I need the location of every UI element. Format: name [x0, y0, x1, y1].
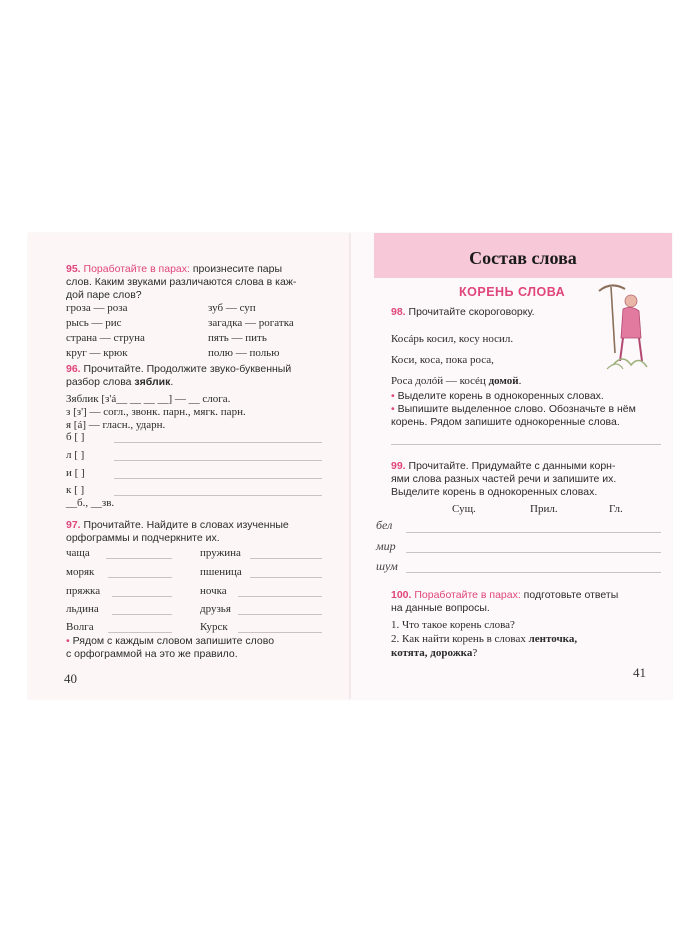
word-item: ночка	[200, 585, 227, 597]
exercise-100-questions	[391, 618, 666, 660]
exercise-97-intro	[66, 519, 336, 545]
analysis-row: б [ ]	[66, 431, 85, 443]
section-title: Состав слова	[469, 248, 577, 268]
answer-line	[238, 632, 322, 633]
word-item: льдина	[66, 603, 99, 615]
task-line	[391, 390, 666, 403]
verse-line	[391, 371, 521, 392]
exercise-99-text: Прочитайте. Придумайте с данными корн-	[408, 460, 616, 472]
analysis-line: я [á] — гласн., ударн.	[66, 419, 166, 431]
answer-line	[238, 614, 322, 615]
exercise-99-text: ями слова разных частей речи и запишите их.	[391, 473, 617, 485]
exercise-99-number: 99.	[391, 460, 406, 472]
left-page	[28, 233, 350, 699]
analysis-line: з [з'] — согл., звонк. парн., мягк. парн.	[66, 406, 246, 418]
word-item: Волга	[66, 621, 94, 633]
answer-line	[108, 632, 172, 633]
answer-line	[114, 478, 322, 479]
exercise-100-text: подготовьте ответы	[520, 589, 619, 601]
sound-analysis	[66, 393, 246, 432]
verse-text: .	[518, 375, 522, 387]
answer-line	[406, 532, 661, 533]
section-header	[374, 233, 672, 278]
tongue-twister	[391, 329, 521, 392]
verse-line: Косáрь косил, косу носил.	[391, 333, 514, 345]
task-text: Выделите корень в однокоренных словах.	[397, 390, 604, 402]
verse-bold-word: домой	[488, 375, 519, 387]
question-1: 1. Что такое корень слова?	[391, 619, 515, 631]
note-text: Рядом с каждым словом запишите слово	[72, 635, 275, 647]
answer-line	[106, 558, 172, 559]
word-item: чаща	[66, 547, 90, 559]
column-noun: Сущ.	[452, 503, 476, 515]
textbook-spread	[28, 233, 672, 699]
root-item: мир	[376, 539, 396, 553]
answer-line	[406, 552, 661, 553]
book-gutter	[349, 233, 351, 699]
analysis-row: к [ ]	[66, 484, 85, 496]
analysis-line: Зяблик [з'á__ __ __ __] — __ слога.	[66, 393, 231, 405]
word-item: моряк	[66, 566, 95, 578]
exercise-98-tasks	[391, 390, 666, 429]
answer-line	[114, 442, 322, 443]
exercise-97-text: орфограммы и подчеркните их.	[66, 532, 220, 544]
exercise-96-intro	[66, 363, 336, 389]
note-text: с орфограммой на это же правило.	[66, 648, 238, 660]
task-line	[391, 403, 666, 416]
bullet-icon: •	[391, 403, 395, 415]
answer-line	[114, 495, 322, 496]
word-item: Курск	[200, 621, 228, 633]
word-pair: рысь — рис	[66, 317, 122, 329]
exercise-98-number: 98.	[391, 306, 406, 318]
task-text: Выпишите выделенное слово. Обозначьте в нём	[397, 403, 636, 415]
answer-line	[391, 444, 661, 445]
exercise-97-text: Прочитайте. Найдите в словах изученные	[83, 519, 289, 531]
mower-with-scythe-illustration	[593, 283, 653, 373]
exercise-99-text: Выделите корень в однокоренных словах.	[391, 486, 598, 498]
verse-text: Роса долóй — косéц	[391, 375, 489, 387]
pairs-left-column	[66, 301, 145, 361]
word-pair: полю — полью	[208, 347, 280, 359]
column-verb: Гл.	[609, 503, 623, 515]
bullet-icon: •	[66, 635, 70, 647]
word-pair: страна — струна	[66, 332, 145, 344]
root-item: бел	[376, 518, 393, 532]
answer-line	[406, 572, 661, 573]
answer-line	[250, 577, 322, 578]
question-bold: котята, дорожка	[391, 647, 473, 659]
answer-line	[112, 614, 172, 615]
word-pair: пять — пить	[208, 332, 267, 344]
exercise-97-note	[66, 635, 341, 661]
exercise-100-intro	[391, 589, 666, 615]
word-pair: круг — крюк	[66, 347, 128, 359]
exercise-96-word: зяблик	[134, 376, 171, 388]
exercise-97-number: 97.	[66, 519, 81, 531]
word-item: пшеница	[200, 566, 242, 578]
word-item: пряжка	[66, 585, 101, 597]
exercise-96-text: Прочитайте. Продолжите звуко-буквенный	[83, 363, 292, 375]
word-pair: зуб — суп	[208, 302, 256, 314]
exercise-96-text: разбор слова	[66, 376, 135, 388]
column-adjective: Прил.	[530, 503, 558, 515]
analysis-row: л [ ]	[66, 449, 85, 461]
pairs-right-column	[208, 301, 294, 361]
root-item: шум	[376, 559, 398, 573]
exercise-96-number: 96.	[66, 363, 81, 375]
word-item: пружина	[200, 547, 241, 559]
exercise-95-number: 95.	[66, 263, 81, 275]
exercise-98-text: Прочитайте скороговорку.	[408, 306, 535, 318]
word-pair: загадка — рогатка	[208, 317, 294, 329]
page-number: 41	[633, 665, 646, 680]
answer-line	[114, 460, 322, 461]
question-text: ?	[472, 647, 478, 659]
answer-line	[108, 577, 172, 578]
exercise-95-text: произнесите пары	[189, 263, 283, 275]
exercise-100-text: на данные вопросы.	[391, 602, 490, 614]
exercise-95-intro	[66, 263, 336, 302]
answer-line	[238, 596, 322, 597]
exercise-95-text: дой паре слов?	[66, 289, 142, 301]
answer-line	[250, 558, 322, 559]
analysis-row: и [ ]	[66, 467, 85, 479]
word-pair: гроза — роза	[66, 302, 128, 314]
exercise-100-highlight: Поработайте в парах:	[414, 589, 521, 601]
verse-line: Коси, коса, пока роса,	[391, 354, 494, 366]
exercise-95-text: слов. Каким звуками различаются слова в каж-	[66, 276, 297, 288]
question-2	[391, 632, 666, 660]
exercise-95-highlight: Поработайте в парах:	[83, 263, 190, 275]
page-number: 40	[64, 671, 77, 686]
exercise-100-number: 100.	[391, 589, 412, 601]
exercise-99-intro	[391, 460, 666, 499]
word-item: друзья	[200, 603, 231, 615]
question-text: 2. Как найти корень в словах	[391, 633, 529, 645]
task-line: корень. Рядом запишите однокоренные слова.	[391, 416, 620, 428]
question-bold: ленточка,	[528, 633, 578, 645]
exercise-98-intro	[391, 306, 535, 319]
answer-line	[112, 596, 172, 597]
exercise-96-text: .	[170, 376, 174, 388]
bullet-icon: •	[391, 390, 395, 402]
section-subtitle: КОРЕНЬ СЛОВА	[459, 285, 566, 299]
analysis-tail: __б., __зв.	[66, 497, 115, 509]
